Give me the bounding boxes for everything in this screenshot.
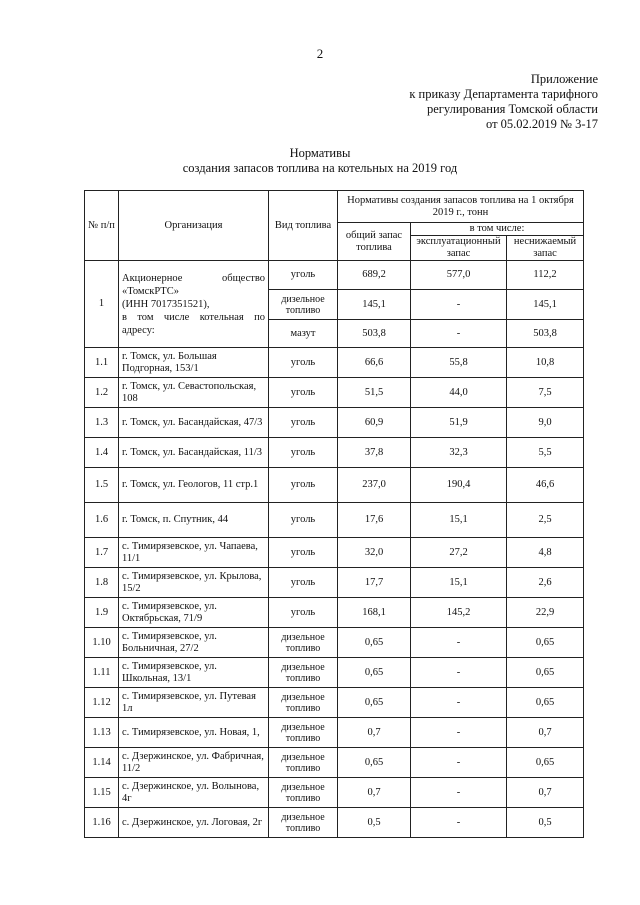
row-fuel: уголь xyxy=(269,503,338,538)
row-num: 1.9 xyxy=(85,598,119,628)
main-org-line: в том числе котельная по адресу: xyxy=(122,311,265,336)
table-row xyxy=(85,598,584,628)
main-num: 1 xyxy=(85,261,119,348)
main-irreducible: 145,1 xyxy=(507,290,584,320)
appendix-line: от 05.02.2019 № 3-17 xyxy=(485,117,598,131)
document-title xyxy=(0,146,640,176)
row-organization: с. Тимирязевское, ул. Чапаева, 11/1 xyxy=(119,538,269,568)
main-irreducible: 503,8 xyxy=(507,320,584,348)
appendix-line: к приказу Департамента тарифного xyxy=(409,87,598,101)
row-irreducible: 2,5 xyxy=(507,503,584,538)
header-organization: Организация xyxy=(119,191,269,261)
table-row xyxy=(85,808,584,838)
row-num: 1.7 xyxy=(85,538,119,568)
row-operational: 32,3 xyxy=(411,438,507,468)
row-operational: - xyxy=(411,778,507,808)
table-row xyxy=(85,748,584,778)
row-operational: - xyxy=(411,808,507,838)
row-fuel: уголь xyxy=(269,598,338,628)
row-organization: г. Томск, ул. Севастопольская, 108 xyxy=(119,378,269,408)
row-fuel: дизельное топливо xyxy=(269,778,338,808)
row-fuel: уголь xyxy=(269,408,338,438)
appendix-block xyxy=(409,72,598,132)
main-fuel: дизельное топливо xyxy=(269,290,338,320)
table-row xyxy=(85,503,584,538)
row-fuel: дизельное топливо xyxy=(269,808,338,838)
row-num: 1.11 xyxy=(85,658,119,688)
header-including: в том числе: xyxy=(411,223,584,236)
table-row xyxy=(85,628,584,658)
row-total: 168,1 xyxy=(338,598,411,628)
main-total: 503,8 xyxy=(338,320,411,348)
row-irreducible: 10,8 xyxy=(507,348,584,378)
row-total: 237,0 xyxy=(338,468,411,503)
row-num: 1.2 xyxy=(85,378,119,408)
row-organization: с. Дзержинское, ул. Фабричная, 11/2 xyxy=(119,748,269,778)
row-num: 1.4 xyxy=(85,438,119,468)
row-num: 1.10 xyxy=(85,628,119,658)
row-num: 1.6 xyxy=(85,503,119,538)
row-fuel: уголь xyxy=(269,378,338,408)
table-row xyxy=(85,658,584,688)
row-irreducible: 22,9 xyxy=(507,598,584,628)
row-num: 1.13 xyxy=(85,718,119,748)
row-fuel: дизельное топливо xyxy=(269,628,338,658)
row-fuel: дизельное топливо xyxy=(269,658,338,688)
appendix-line: регулирования Томской области xyxy=(426,102,598,116)
row-organization: с. Тимирязевское, ул. Больничная, 27/2 xyxy=(119,628,269,658)
row-irreducible: 5,5 xyxy=(507,438,584,468)
row-total: 0,5 xyxy=(338,808,411,838)
row-irreducible: 0,65 xyxy=(507,628,584,658)
main-org-line: (ИНН 7017351521), xyxy=(122,298,210,310)
table-row xyxy=(85,348,584,378)
row-operational: - xyxy=(411,748,507,778)
main-irreducible: 112,2 xyxy=(507,261,584,290)
row-operational: 15,1 xyxy=(411,503,507,538)
row-operational: - xyxy=(411,688,507,718)
row-fuel: дизельное топливо xyxy=(269,718,338,748)
row-total: 51,5 xyxy=(338,378,411,408)
table-row xyxy=(85,378,584,408)
row-irreducible: 0,65 xyxy=(507,688,584,718)
row-operational: - xyxy=(411,628,507,658)
row-irreducible: 2,6 xyxy=(507,568,584,598)
table-row xyxy=(85,408,584,438)
row-total: 0,7 xyxy=(338,778,411,808)
row-organization: с. Дзержинское, ул. Логовая, 2г xyxy=(119,808,269,838)
row-fuel: уголь xyxy=(269,348,338,378)
row-total: 17,7 xyxy=(338,568,411,598)
row-fuel: уголь xyxy=(269,438,338,468)
row-organization: с. Тимирязевское, ул. Октябрьская, 71/9 xyxy=(119,598,269,628)
header-num: № п/п xyxy=(85,191,119,261)
row-total: 37,8 xyxy=(338,438,411,468)
row-operational: - xyxy=(411,658,507,688)
row-total: 32,0 xyxy=(338,538,411,568)
row-fuel: дизельное топливо xyxy=(269,688,338,718)
main-total: 689,2 xyxy=(338,261,411,290)
row-fuel: уголь xyxy=(269,468,338,503)
header-irreducible-reserve: неснижаемый запас xyxy=(507,236,584,261)
row-num: 1.3 xyxy=(85,408,119,438)
main-organization xyxy=(119,261,269,348)
appendix-line: Приложение xyxy=(530,72,598,86)
row-operational: 27,2 xyxy=(411,538,507,568)
row-num: 1.16 xyxy=(85,808,119,838)
row-total: 0,65 xyxy=(338,748,411,778)
row-organization: г. Томск, ул. Геологов, 11 стр.1 xyxy=(119,468,269,503)
row-organization: с. Тимирязевское, ул. Путевая 1л xyxy=(119,688,269,718)
table-row xyxy=(85,568,584,598)
row-operational: 15,1 xyxy=(411,568,507,598)
row-num: 1.15 xyxy=(85,778,119,808)
row-total: 66,6 xyxy=(338,348,411,378)
row-irreducible: 0,7 xyxy=(507,778,584,808)
row-organization: г. Томск, ул. Басандайская, 47/3 xyxy=(119,408,269,438)
row-total: 60,9 xyxy=(338,408,411,438)
title-line: создания запасов топлива на котельных на 2019 год xyxy=(182,161,458,175)
row-total: 0,65 xyxy=(338,658,411,688)
table-row xyxy=(85,538,584,568)
row-irreducible: 0,5 xyxy=(507,808,584,838)
row-organization: с. Дзержинское, ул. Волынова, 4г xyxy=(119,778,269,808)
row-organization: с. Тимирязевское, ул. Крылова, 15/2 xyxy=(119,568,269,598)
row-num: 1.8 xyxy=(85,568,119,598)
row-irreducible: 0,65 xyxy=(507,748,584,778)
norms-table xyxy=(84,190,584,838)
row-num: 1.14 xyxy=(85,748,119,778)
header-fuel-type: Вид топлива xyxy=(269,191,338,261)
row-operational: - xyxy=(411,718,507,748)
row-operational: 55,8 xyxy=(411,348,507,378)
row-fuel: дизельное топливо xyxy=(269,748,338,778)
table-row xyxy=(85,778,584,808)
row-organization: г. Томск, ул. Большая Подгорная, 153/1 xyxy=(119,348,269,378)
row-total: 0,65 xyxy=(338,628,411,658)
header-operational-reserve: эксплуатационный запас xyxy=(411,236,507,261)
main-fuel: уголь xyxy=(269,261,338,290)
row-operational: 190,4 xyxy=(411,468,507,503)
row-irreducible: 46,6 xyxy=(507,468,584,503)
row-organization: с. Тимирязевское, ул. Школьная, 13/1 xyxy=(119,658,269,688)
table-row xyxy=(85,468,584,503)
table-row xyxy=(85,718,584,748)
main-total: 145,1 xyxy=(338,290,411,320)
row-operational: 145,2 xyxy=(411,598,507,628)
row-irreducible: 0,7 xyxy=(507,718,584,748)
row-irreducible: 7,5 xyxy=(507,378,584,408)
page-number: 2 xyxy=(316,46,324,61)
row-fuel: уголь xyxy=(269,568,338,598)
table-row xyxy=(85,688,584,718)
row-irreducible: 4,8 xyxy=(507,538,584,568)
title-line: Нормативы xyxy=(289,146,351,160)
main-operational: 577,0 xyxy=(411,261,507,290)
main-fuel: мазут xyxy=(269,320,338,348)
row-organization: с. Тимирязевское, ул. Новая, 1, xyxy=(119,718,269,748)
header-norms: Нормативы создания запасов топлива на 1 октября 2019 г., тонн xyxy=(338,191,584,223)
row-organization: г. Томск, ул. Басандайская, 11/3 xyxy=(119,438,269,468)
row-num: 1.5 xyxy=(85,468,119,503)
row-operational: 51,9 xyxy=(411,408,507,438)
row-irreducible: 9,0 xyxy=(507,408,584,438)
row-organization: г. Томск, п. Спутник, 44 xyxy=(119,503,269,538)
row-total: 0,7 xyxy=(338,718,411,748)
row-num: 1.12 xyxy=(85,688,119,718)
row-operational: 44,0 xyxy=(411,378,507,408)
table-row xyxy=(85,438,584,468)
row-total: 17,6 xyxy=(338,503,411,538)
main-operational: - xyxy=(411,320,507,348)
main-operational: - xyxy=(411,290,507,320)
main-org-line: Акционерное общество «ТомскРТС» xyxy=(122,272,265,297)
row-fuel: уголь xyxy=(269,538,338,568)
row-irreducible: 0,65 xyxy=(507,658,584,688)
header-total-reserve: общий запас топлива xyxy=(338,223,411,261)
row-num: 1.1 xyxy=(85,348,119,378)
row-total: 0,65 xyxy=(338,688,411,718)
